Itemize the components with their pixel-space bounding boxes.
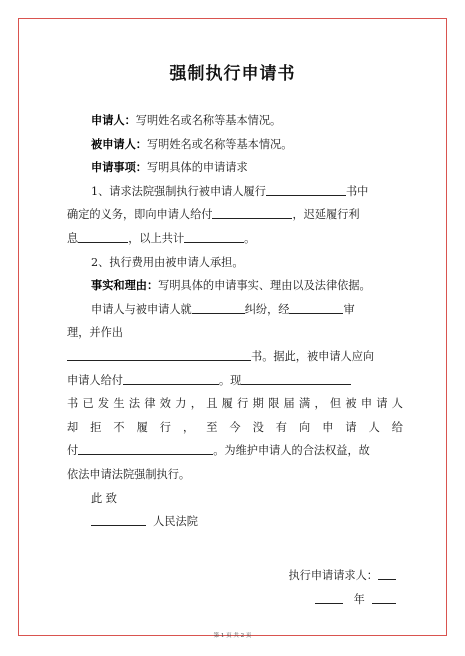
request-1-line-1 [67, 180, 403, 204]
applicant-label: 申请人： [91, 113, 136, 127]
facts-text: 写明具体的申请事实、理由以及法律依据。 [158, 279, 371, 293]
paragraph-line-5 [67, 392, 403, 416]
closing-text: 此 致 [91, 491, 117, 505]
document-page [18, 18, 447, 639]
blank-judgment[interactable] [266, 183, 346, 196]
applicant-line [67, 109, 403, 133]
accordingly-text: 书。据此，被申请人应向 [251, 349, 375, 363]
paragraph-line-3 [67, 345, 403, 369]
pay-applicant-text: 申请人给付 [67, 373, 123, 387]
blank-court[interactable] [289, 301, 343, 314]
request-1-text: 1、请求法院强制执行被申请人履行 [91, 184, 266, 198]
refuse-text: 却拒不履行，至今没有向申请人给 [67, 420, 403, 434]
paragraph-line-1 [67, 298, 403, 322]
blank-year[interactable] [315, 591, 343, 604]
blank-dispute-type[interactable] [192, 301, 245, 314]
trial-suffix: 审 [343, 302, 355, 316]
paragraph-line-7 [67, 439, 403, 463]
request-1-payment-text: 确定的义务，即向申请人给付 [67, 208, 213, 222]
respondent-text: 写明姓名或名称等基本情况。 [146, 137, 293, 151]
blank-court-name[interactable] [91, 513, 146, 526]
facts-label: 事实和理由： [91, 278, 159, 293]
blank-judgment-document[interactable] [67, 348, 251, 361]
blank-signature[interactable] [378, 567, 396, 580]
request-1-end: 。 [244, 231, 256, 245]
pay-prefix: 付 [67, 444, 79, 458]
facts-line [67, 274, 403, 298]
apply-enforcement-text: 依法申请法院强制执行。 [67, 467, 191, 481]
now-text: 。现 [218, 373, 242, 387]
request-1-suffix: 书中 [345, 184, 369, 198]
protect-rights-text: 。为维护申请人的合法权益，故 [213, 444, 370, 458]
dispute-text: 申请人与被申请人就 [91, 302, 192, 316]
blank-month[interactable] [372, 591, 396, 604]
paragraph-line-6 [67, 416, 403, 440]
request-1-line-2 [67, 203, 403, 227]
court-line [67, 510, 403, 534]
request-1-line-3 [67, 227, 403, 251]
date-line [315, 591, 396, 607]
items-text: 写明具体的申请请求 [146, 161, 248, 175]
respondent-label: 被申请人： [91, 136, 147, 151]
blank-owed-amount[interactable] [78, 442, 213, 455]
paragraph-line-8 [67, 463, 403, 487]
judgment-made-text: 理，并作出 [67, 326, 123, 340]
blank-document-name[interactable] [241, 372, 351, 385]
applicant-text: 写明姓名或名称等基本情况。 [135, 114, 282, 127]
blank-interest-amount[interactable] [78, 230, 128, 243]
signature-label: 执行申请请求人： [288, 569, 378, 582]
items-label: 申请事项： [91, 160, 147, 175]
request-1-total-text: ，以上共计 [128, 231, 185, 245]
signature-line [288, 567, 396, 583]
effect-text: 书已发生法律效力，且履行期限届满，但被申请人 [67, 397, 403, 411]
blank-payment-amount[interactable] [212, 206, 292, 219]
request-1-interest-text: ，迟延履行利 [292, 208, 360, 222]
year-label: 年 [353, 593, 365, 606]
trial-text: 纠纷，经 [244, 302, 290, 316]
items-line [67, 156, 403, 180]
blank-pay-amount[interactable] [123, 372, 219, 385]
document-body [67, 109, 403, 534]
document-title: 强制执行申请书 [169, 64, 296, 84]
request-2-text: 2、执行费用由被申请人承担。 [91, 255, 244, 269]
closing-line [67, 487, 403, 511]
request-1-interest-suffix: 息 [67, 231, 79, 245]
page-footer: 第 1 页 共 2 页 [213, 633, 252, 639]
court-suffix: 人民法院 [153, 515, 198, 529]
paragraph-line-2 [67, 321, 403, 345]
blank-total-amount[interactable] [184, 230, 244, 243]
request-2-line [67, 251, 403, 275]
paragraph-line-4 [67, 369, 403, 393]
respondent-line [67, 133, 403, 157]
